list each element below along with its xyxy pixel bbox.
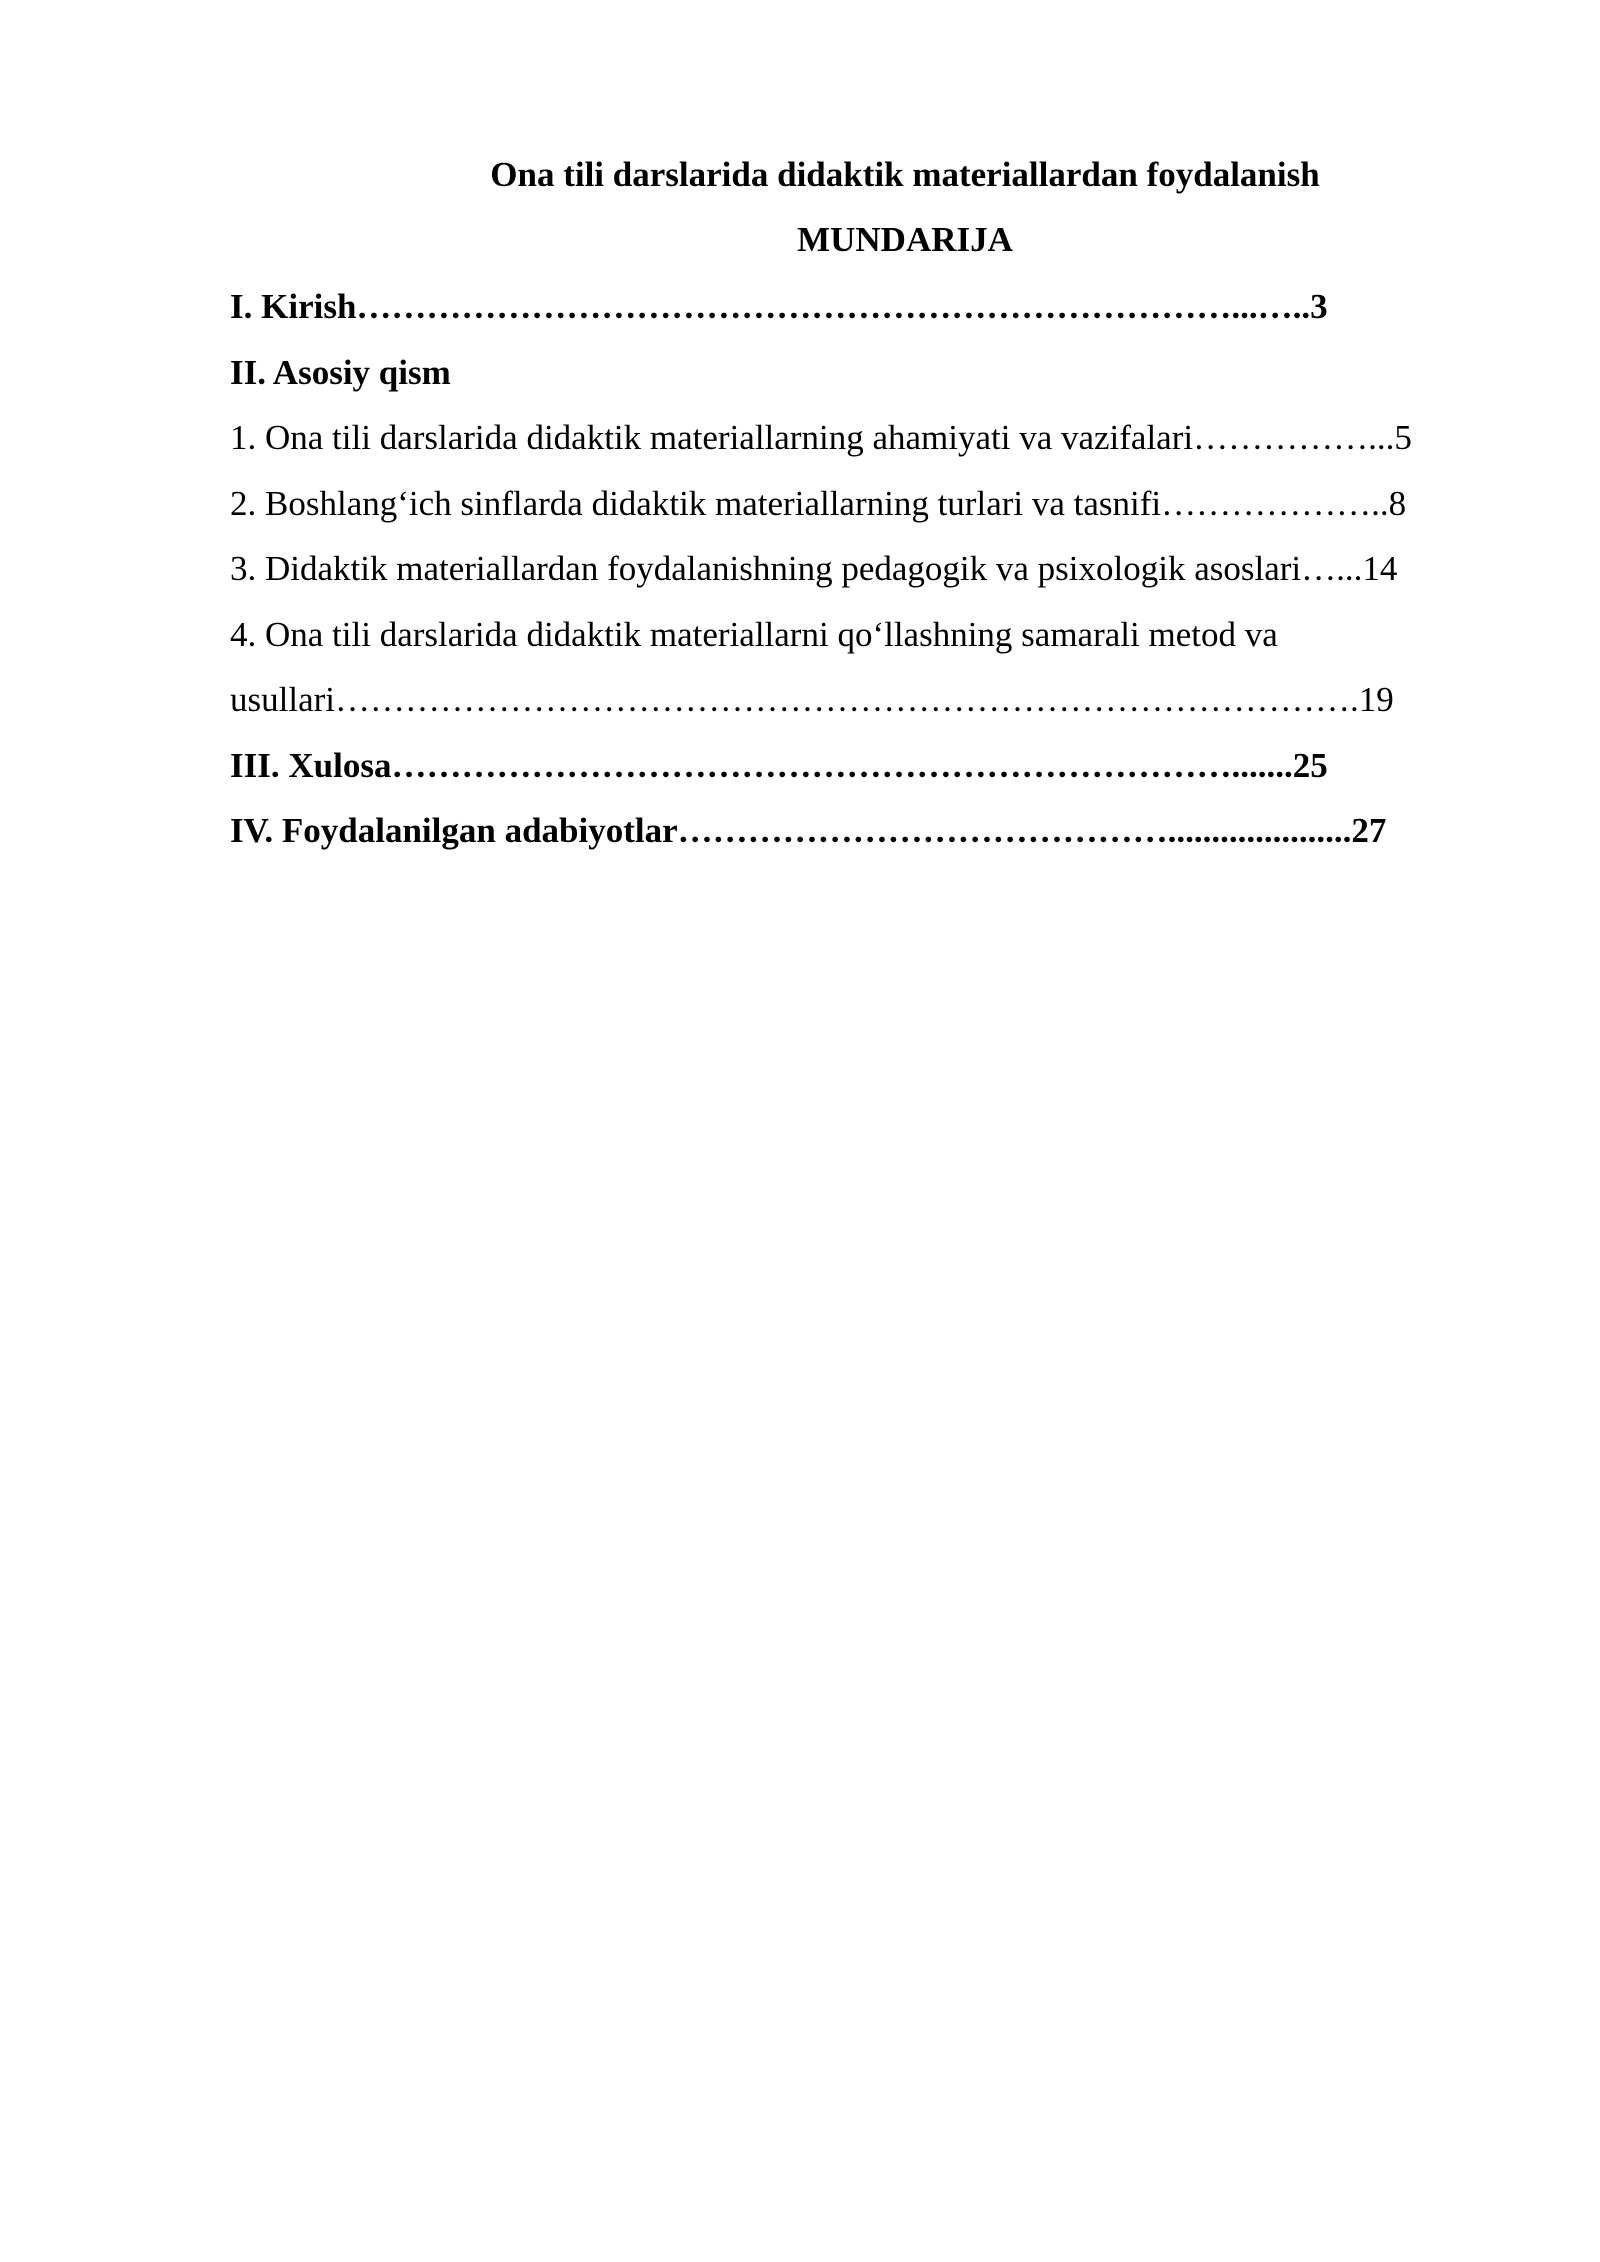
toc-entry-section-4: 4. Ona tili darslarida didaktik materiallarni qo‘llashning samarali metod va <box>230 614 1278 654</box>
toc-entry-section-3: 3. Didaktik materiallardan foydalanishning pedagogik va psixologik asoslari…...14 <box>230 549 1398 588</box>
toc-entry-introduction: I. Kirish…………………………………………………………………...…..3 <box>230 287 1328 326</box>
table-of-contents <box>230 282 1490 872</box>
toc-entry-section-2: 2. Boshlang‘ich sinflarda didaktik materiallarning turlari va tasnifi………………..8 <box>230 483 1407 523</box>
toc-entry-references: IV. Foydalanilgan adabiyotlar…………………………………….....................27 <box>230 811 1387 850</box>
toc-entry-section-4-continued: usullari…………………………………………………………………………….19 <box>230 680 1394 719</box>
toc-entry-conclusion: III. Xulosa……………………………………………………………….......25 <box>230 745 1328 785</box>
document-title: Ona tili darslarida didaktik materiallardan foydalanish <box>490 155 1320 194</box>
toc-entry-section-1: 1. Ona tili darslarida didaktik materiallarning ahamiyati va vazifalari……………...5 <box>230 418 1412 457</box>
toc-heading: MUNDARIJA <box>797 220 1013 259</box>
toc-entry-main-part: II. Asosiy qism <box>230 352 451 392</box>
